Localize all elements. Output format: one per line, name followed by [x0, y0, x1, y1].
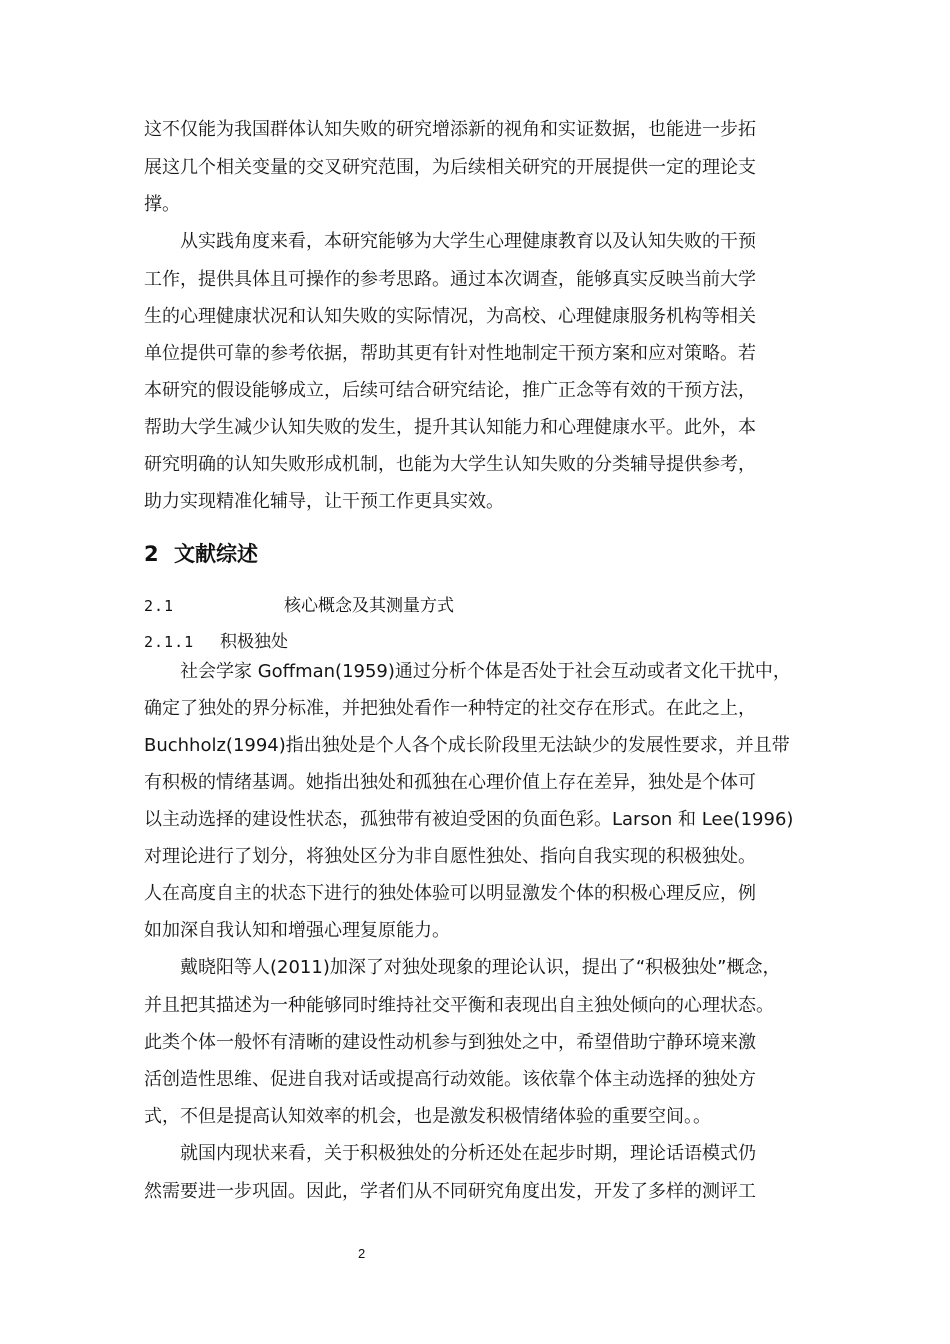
text-line: 有积极的情绪基调。她指出独处和孤独在心理价值上存在差异，独处是个体可 — [144, 772, 756, 793]
section-title: 文献综述 — [174, 542, 258, 566]
subsection-heading-2-1 — [144, 591, 454, 616]
text-line: Buchholz(1994)指出独处是个人各个成长阶段里无法缺少的发展性要求，并且带 — [144, 735, 790, 756]
text-line: 就国内现状来看，关于积极独处的分析还处在起步时期，理论话语模式仍 — [180, 1143, 756, 1164]
text-line: 工作，提供具体且可操作的参考思路。通过本次调查，能够真实反映当前大学 — [144, 269, 756, 290]
text-line: 以主动选择的建设性状态，孤独带有被迫受困的负面色彩。Larson 和 Lee(1996) — [144, 809, 794, 830]
text-line: 从实践角度来看，本研究能够为大学生心理健康教育以及认知失败的干预 — [180, 231, 756, 252]
subsection-title: 核心概念及其测量方式 — [284, 596, 454, 616]
text-line: 助力实现精准化辅导，让干预工作更具实效。 — [144, 491, 504, 512]
text-line: 帮助大学生减少认知失败的发生，提升其认知能力和心理健康水平。此外，本 — [144, 417, 756, 438]
text-line: 此类个体一般怀有清晰的建设性动机参与到独处之中，希望借助宁静环境来激 — [144, 1032, 756, 1053]
text-line: 研究明确的认知失败形成机制，也能为大学生认知失败的分类辅导提供参考， — [144, 454, 756, 475]
text-line: 并且把其描述为一种能够同时维持社交平衡和表现出自主独处倾向的心理状态。 — [144, 995, 774, 1016]
text-line: 这不仅能为我国群体认知失败的研究增添新的视角和实证数据，也能进一步拓 — [144, 119, 756, 140]
subsection-number: 2.1 — [144, 597, 175, 615]
text-line: 戴晓阳等人(2011)加深了对独处现象的理论认识，提出了“积极独处”概念， — [180, 957, 781, 978]
text-line: 确定了独处的界分标准，并把独处看作一种特定的社交存在形式。在此之上， — [144, 698, 756, 719]
subsubsection-number: 2.1.1 — [144, 633, 195, 651]
section-number: 2 — [144, 542, 159, 566]
text-line: 人在高度自主的状态下进行的独处体验可以明显激发个体的积极心理反应，例 — [144, 883, 756, 904]
text-line: 然需要进一步巩固。因此，学者们从不同研究角度出发，开发了多样的测评工 — [144, 1181, 756, 1202]
text-line: 撑。 — [144, 194, 180, 215]
text-line: 本研究的假设能够成立，后续可结合研究结论，推广正念等有效的干预方法， — [144, 380, 756, 401]
subsubsection-heading-2-1-1 — [144, 627, 288, 652]
subsubsection-title: 积极独处 — [220, 632, 288, 652]
text-line: 单位提供可靠的参考依据，帮助其更有针对性地制定干预方案和应对策略。若 — [144, 343, 756, 364]
page-number: 2 — [358, 1246, 366, 1261]
text-line: 活创造性思维、促进自我对话或提高行动效能。该依靠个体主动选择的独处方 — [144, 1069, 756, 1090]
text-line: 式，不但是提高认知效率的机会，也是激发积极情绪体验的重要空间。。 — [144, 1106, 711, 1127]
text-line: 如加深自我认知和增强心理复原能力。 — [144, 920, 450, 941]
text-line: 生的心理健康状况和认知失败的实际情况，为高校、心理健康服务机构等相关 — [144, 306, 756, 327]
text-line: 社会学家 Goffman(1959)通过分析个体是否处于社会互动或者文化干扰中， — [180, 661, 791, 682]
text-line: 对理论进行了划分，将独处区分为非自愿性独处、指向自我实现的积极独处。 — [144, 846, 756, 867]
text-line: 展这几个相关变量的交叉研究范围，为后续相关研究的开展提供一定的理论支 — [144, 157, 756, 178]
section-heading-2 — [144, 538, 258, 568]
